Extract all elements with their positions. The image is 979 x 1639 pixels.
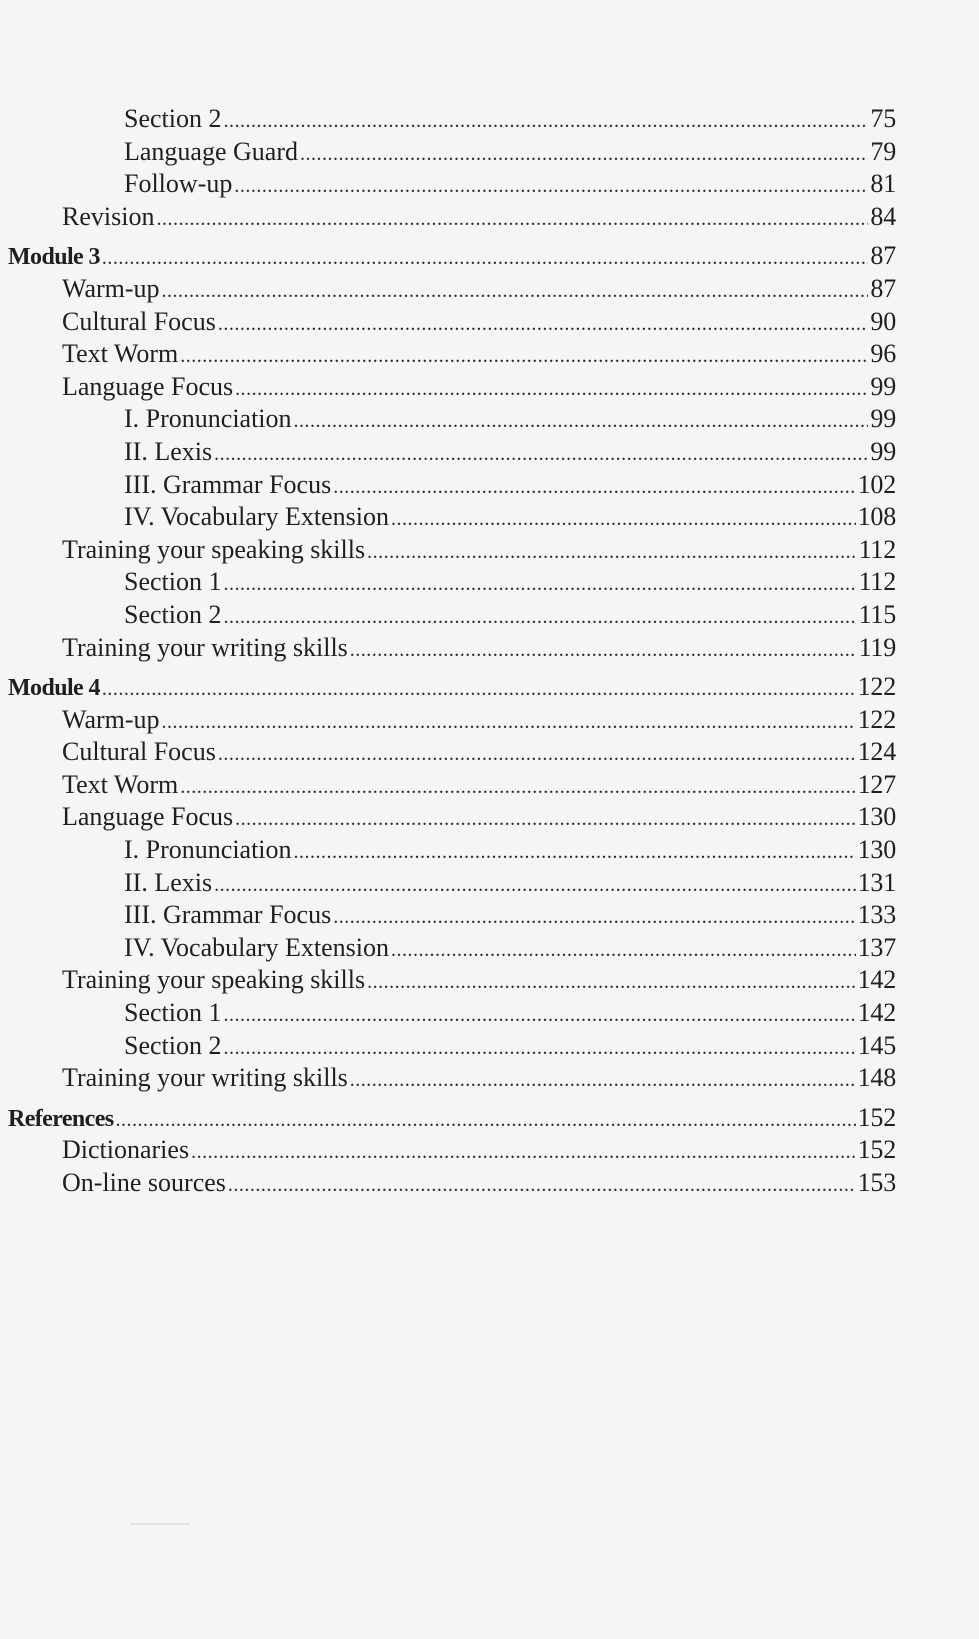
toc-entry-label: Module 3: [8, 244, 100, 271]
toc-entry: [0, 599, 896, 632]
toc-page-number: 148: [857, 1063, 896, 1093]
toc-entry: [0, 801, 896, 834]
toc-page-number: 115: [858, 599, 896, 629]
toc-page-number: 130: [857, 802, 896, 832]
dot-leader: [214, 438, 868, 471]
dot-leader: [294, 405, 869, 438]
dot-leader: [218, 738, 856, 771]
dot-leader: [180, 340, 868, 373]
toc-page-number: 133: [857, 900, 896, 930]
page-smudge: [130, 1523, 190, 1525]
toc-page-number: 112: [858, 534, 896, 564]
table-of-contents: [0, 103, 979, 1200]
toc-entry-label: References: [8, 1105, 114, 1132]
toc-entry: [0, 469, 896, 502]
toc-entry: [0, 306, 896, 339]
dot-leader: [224, 105, 869, 138]
toc-page-number: 142: [857, 965, 896, 995]
toc-module-entry: [0, 240, 896, 273]
toc-page-number: 145: [857, 1030, 896, 1060]
toc-entry: [0, 566, 896, 599]
toc-page-number: 122: [857, 672, 896, 702]
toc-entry-label: Warm-up: [62, 273, 160, 303]
toc-page-number: 99: [870, 371, 896, 401]
toc-entry-label: Cultural Focus: [62, 737, 216, 767]
toc-entry: [0, 632, 896, 665]
dot-leader: [234, 170, 868, 203]
toc-entry-label: Section 1: [124, 998, 222, 1028]
toc-page-number: 99: [870, 436, 896, 466]
toc-entry: [0, 168, 896, 201]
dot-leader: [224, 568, 857, 601]
toc-entry-label: Section 2: [124, 104, 222, 133]
dot-leader: [102, 673, 856, 706]
dot-leader: [235, 803, 855, 836]
toc-entry: [0, 403, 896, 436]
toc-entry-label: Training your writing skills: [62, 632, 348, 662]
toc-entry-label: III. Grammar Focus: [124, 469, 332, 499]
toc-entry-label: Training your writing skills: [62, 1063, 348, 1093]
toc-entry-label: Text Worm: [62, 339, 179, 369]
toc-entry-label: II. Lexis: [124, 867, 213, 897]
toc-page-number: 137: [857, 932, 896, 962]
toc-entry-label: I. Pronunciation: [124, 835, 292, 865]
toc-page-number: 131: [857, 867, 896, 897]
toc-entry: [0, 769, 896, 802]
dot-leader: [224, 601, 857, 634]
dot-leader: [235, 373, 868, 406]
toc-entry-label: Cultural Focus: [62, 306, 216, 336]
toc-page-number: 87: [870, 273, 896, 303]
dot-leader: [294, 836, 856, 869]
toc-entry-label: Warm-up: [62, 704, 160, 734]
toc-page-number: 75: [870, 104, 896, 133]
toc-entry-label: Section 1: [124, 567, 222, 597]
dot-leader: [191, 1136, 856, 1169]
toc-entry: [0, 501, 896, 534]
toc-entry: [0, 932, 896, 965]
toc-entry-label: Follow-up: [124, 169, 233, 199]
toc-page-number: 152: [857, 1135, 896, 1165]
dot-leader: [224, 999, 856, 1032]
dot-leader: [333, 901, 855, 934]
dot-leader: [218, 308, 869, 341]
toc-entry: [0, 899, 896, 932]
toc-entry-label: Language Focus: [62, 802, 234, 832]
toc-entry: [0, 704, 896, 737]
toc-page-number: 130: [857, 835, 896, 865]
toc-entry-label: Text Worm: [62, 769, 179, 799]
dot-leader: [214, 869, 856, 902]
toc-entry-label: Training your speaking skills: [62, 534, 366, 564]
toc-entry-label: Dictionaries: [62, 1135, 190, 1165]
toc-entry-label: I. Pronunciation: [124, 404, 292, 434]
toc-entry: [0, 136, 896, 169]
dot-leader: [224, 1032, 856, 1065]
toc-entry: [0, 1030, 896, 1063]
dot-leader: [180, 771, 855, 804]
toc-entry-label: Section 2: [124, 1030, 222, 1060]
toc-entry: [0, 273, 896, 306]
toc-page-number: 79: [870, 136, 896, 166]
dot-leader: [228, 1169, 856, 1202]
toc-entry-label: III. Grammar Focus: [124, 900, 332, 930]
toc-entry-label: IV. Vocabulary Extension: [124, 932, 390, 962]
toc-page-number: 119: [858, 632, 896, 662]
toc-entry: [0, 338, 896, 371]
toc-entry-label: Language Focus: [62, 371, 234, 401]
toc-entry: [0, 371, 896, 404]
toc-entry-label: Section 2: [124, 599, 222, 629]
toc-entry: [0, 867, 896, 900]
dot-leader: [156, 203, 868, 236]
toc-entry-label: IV. Vocabulary Extension: [124, 502, 390, 532]
toc-entry: [0, 534, 896, 567]
toc-entry: [0, 436, 896, 469]
toc-entry: [0, 1167, 896, 1200]
toc-page-number: 87: [870, 241, 896, 271]
toc-entry: [0, 834, 896, 867]
toc-page-number: 96: [870, 339, 896, 369]
toc-page-number: 142: [857, 998, 896, 1028]
toc-entry: [0, 1134, 896, 1167]
dot-leader: [367, 536, 856, 569]
toc-module-entry: [0, 671, 896, 704]
dot-leader: [116, 1104, 856, 1137]
toc-entry-label: Training your speaking skills: [62, 965, 366, 995]
toc-page-number: 108: [857, 502, 896, 532]
toc-page-number: 124: [857, 737, 896, 767]
dot-leader: [391, 503, 856, 536]
toc-page-number: 81: [870, 169, 896, 199]
toc-entry: [0, 736, 896, 769]
toc-page-number: 99: [870, 404, 896, 434]
toc-entry: [0, 103, 896, 136]
dot-leader: [162, 275, 869, 308]
toc-page-number: 84: [870, 201, 896, 231]
dot-leader: [102, 242, 869, 275]
dot-leader: [367, 966, 855, 999]
toc-entry: [0, 997, 896, 1030]
dot-leader: [350, 1064, 856, 1097]
toc-module-entry: [0, 1102, 896, 1135]
toc-page-number: 90: [870, 306, 896, 336]
toc-entry: [0, 964, 896, 997]
toc-entry-label: II. Lexis: [124, 436, 213, 466]
dot-leader: [300, 138, 868, 171]
toc-entry: [0, 201, 896, 234]
toc-entry-label: Language Guard: [124, 136, 298, 166]
toc-entry-label: Module 4: [8, 675, 100, 702]
dot-leader: [350, 634, 857, 667]
toc-page-number: 153: [857, 1168, 896, 1197]
dot-leader: [333, 471, 855, 504]
toc-entry-label: Revision: [62, 201, 155, 231]
toc-entry-label: On-line sources: [62, 1168, 226, 1197]
toc-page-number: 102: [857, 469, 896, 499]
toc-entry: [0, 1062, 896, 1095]
dot-leader: [391, 934, 856, 967]
toc-page-number: 122: [857, 704, 896, 734]
toc-page-number: 152: [857, 1102, 896, 1132]
dot-leader: [162, 706, 856, 739]
toc-page-number: 127: [857, 769, 896, 799]
toc-page-number: 112: [858, 567, 896, 597]
